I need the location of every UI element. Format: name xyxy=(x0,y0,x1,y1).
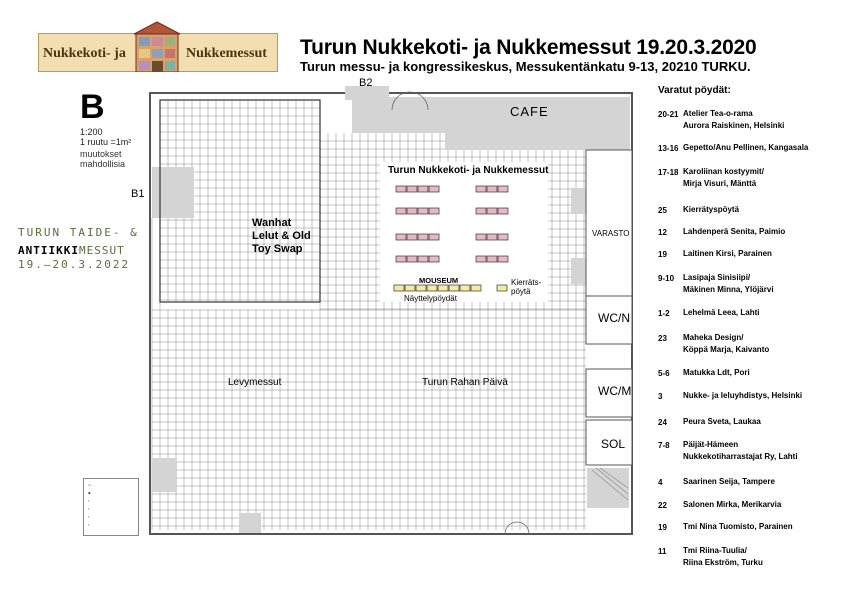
exhibitor-table xyxy=(396,256,406,262)
museum-table xyxy=(405,285,415,291)
exhibitor-table xyxy=(396,186,406,192)
exhibitor-table xyxy=(487,234,497,240)
legend-row: ▪ xyxy=(88,499,90,503)
exhibitor-table xyxy=(476,186,486,192)
exhibitor-table xyxy=(498,234,508,240)
display-tables-label: Näyttelypöydät xyxy=(404,294,457,303)
museum-table xyxy=(471,285,481,291)
other-event-line2a: ANTIIKKI xyxy=(18,244,79,257)
rahan-paiva-label: Turun Rahan Päivä xyxy=(422,377,508,388)
exhibitor-table xyxy=(498,186,508,192)
exhibitor-table xyxy=(407,256,417,262)
scale-note: 1:200 xyxy=(80,127,103,137)
legend-row: ▪ xyxy=(88,523,90,527)
reservation-number: 4 xyxy=(658,478,663,487)
page-title: Turun Nukkekoti- ja Nukkemessut 19.20.3.2020 xyxy=(300,36,757,59)
sol-label: SOL xyxy=(601,437,626,451)
reservation-name: Tmi Riina-Tuulia/ Riina Ekström, Turku xyxy=(683,546,763,567)
exhibitor-table xyxy=(487,256,497,262)
reservation-number: 19 xyxy=(658,250,667,259)
wc-m-label: WC/M xyxy=(598,384,632,398)
exhibitor-table xyxy=(418,256,428,262)
reservation-number: 3 xyxy=(658,392,663,401)
reservation-number: 7-8 xyxy=(658,441,670,450)
reservation-number: 20-21 xyxy=(658,110,679,119)
reservation-number: 5-6 xyxy=(658,369,670,378)
reservations-title: Varatut pöydät: xyxy=(658,85,731,96)
exhibitor-table xyxy=(429,234,439,240)
exhibitor-table xyxy=(487,208,497,214)
wc-n-label: WC/N xyxy=(598,311,630,325)
reservation-name: Tmi Nina Tuomisto, Parainen xyxy=(683,522,793,531)
legend-row: ◆ xyxy=(88,491,91,495)
changes-note: muutokset mahdollisia xyxy=(80,149,126,169)
museum-table xyxy=(460,285,470,291)
reservation-name: Laitinen Kirsi, Parainen xyxy=(683,249,772,258)
legend-row: ▪ xyxy=(88,507,90,511)
reservation-name: Kierrätyspöytä xyxy=(683,205,740,214)
reservation-name: Karoliinan kostyymit/ Mirja Visuri, Mänttä xyxy=(683,167,764,188)
hall-outline xyxy=(150,93,632,534)
other-event-line1: TURUN TAIDE- & xyxy=(18,226,139,239)
museum-table xyxy=(427,285,437,291)
logo-text-left: Nukkekoti- ja xyxy=(43,46,126,61)
exhibitor-table xyxy=(498,208,508,214)
museum-table xyxy=(416,285,426,291)
museum-table xyxy=(394,285,404,291)
reservation-name: Lasipaja Sinisiipi/ Mäkinen Minna, Ylöjärvi xyxy=(683,273,774,294)
hall-letter: B xyxy=(80,88,105,126)
reservation-number: 23 xyxy=(658,334,667,343)
reservation-name: Salonen Mirka, Merikarvia xyxy=(683,500,782,509)
exhibitor-table xyxy=(429,208,439,214)
reservation-number: 24 xyxy=(658,418,667,427)
exhibitor-table xyxy=(498,256,508,262)
exhibitor-table xyxy=(396,234,406,240)
reservation-name: Gepetto/Anu Pellinen, Kangasala xyxy=(683,143,809,152)
cafe-extension xyxy=(445,128,630,150)
museum-table xyxy=(438,285,448,291)
museum-table xyxy=(449,285,459,291)
warehouse-label: VARASTO xyxy=(592,229,630,238)
reservation-number: 22 xyxy=(658,501,667,510)
exhibitor-table xyxy=(487,186,497,192)
reservation-number: 12 xyxy=(658,228,667,237)
page-subtitle: Turun messu- ja kongressikeskus, Messukentänkatu 9-13, 20210 TURKU. xyxy=(300,59,751,74)
reservation-number: 25 xyxy=(658,206,667,215)
left-bottom-entrance xyxy=(152,458,177,492)
exhibitor-table xyxy=(418,186,428,192)
warehouse-room xyxy=(586,150,632,296)
reservation-number: 9-10 xyxy=(658,274,675,283)
legend-row: ▪ xyxy=(88,515,90,519)
wanhat-label: Wanhat Lelut & Old Toy Swap xyxy=(252,217,311,255)
reservation-name: Maheka Design/ Köppä Marja, Kaivanto xyxy=(683,333,770,354)
exhibitor-table xyxy=(476,234,486,240)
reservation-number: 17-18 xyxy=(658,168,679,177)
reservation-name: Nukke- ja leluyhdistys, Helsinki xyxy=(683,391,803,400)
other-event-line3: 19.–20.3.2022 xyxy=(18,258,131,271)
exhibitor-table xyxy=(418,208,428,214)
reservation-number: 1-2 xyxy=(658,309,670,318)
cafe-label: CAFE xyxy=(510,104,549,119)
grid-unit-note: 1 ruutu =1m² xyxy=(80,137,132,147)
reservation-name: Matukka Ldt, Pori xyxy=(683,368,750,377)
exhibitor-table xyxy=(476,208,486,214)
logo-text-right: Nukkemessut xyxy=(186,46,267,61)
exhibitor-table xyxy=(407,234,417,240)
reservation-name: Peura Sveta, Laukaa xyxy=(683,417,761,426)
reservation-name: Lehelmä Leea, Lahti xyxy=(683,308,760,317)
map-legend xyxy=(83,478,139,536)
exhibitor-table xyxy=(429,256,439,262)
levymessut-label: Levymessut xyxy=(228,377,282,388)
reservation-name: Päijät-Hämeen Nukkekotiharrastajat Ry, Lahti xyxy=(683,440,798,461)
reservation-name: Lahdenperä Senita, Paimio xyxy=(683,227,786,236)
exhibitor-table xyxy=(418,234,428,240)
exhibitor-table xyxy=(407,186,417,192)
exhibitor-table xyxy=(396,208,406,214)
fair-area-label: Turun Nukkekoti- ja Nukkemessut xyxy=(388,165,549,176)
legend-row: ▭ xyxy=(88,483,92,487)
other-event-line2b: MESSUT xyxy=(78,244,125,257)
b2-label: B2 xyxy=(359,77,373,89)
b1-label: B1 xyxy=(131,188,145,200)
reservation-number: 19 xyxy=(658,523,667,532)
reservation-name: Atelier Tea-o-rama Aurora Raiskinen, Helsinki xyxy=(683,109,785,130)
recycle-table xyxy=(497,285,507,291)
reservation-number: 11 xyxy=(658,547,667,556)
exhibitor-table xyxy=(407,208,417,214)
reservation-number: 13-16 xyxy=(658,144,679,153)
right-grey-1 xyxy=(571,188,587,214)
right-grey-2 xyxy=(571,258,587,284)
exhibitor-table xyxy=(476,256,486,262)
reservation-name: Saarinen Seija, Tampere xyxy=(683,477,775,486)
b1-entrance-area xyxy=(152,167,194,218)
recycle-table-label: Kierräts- pöytä xyxy=(511,278,542,296)
bottom-door-area xyxy=(239,513,261,533)
exhibitor-table xyxy=(429,186,439,192)
museum-label: MOUSEUM xyxy=(419,276,459,285)
